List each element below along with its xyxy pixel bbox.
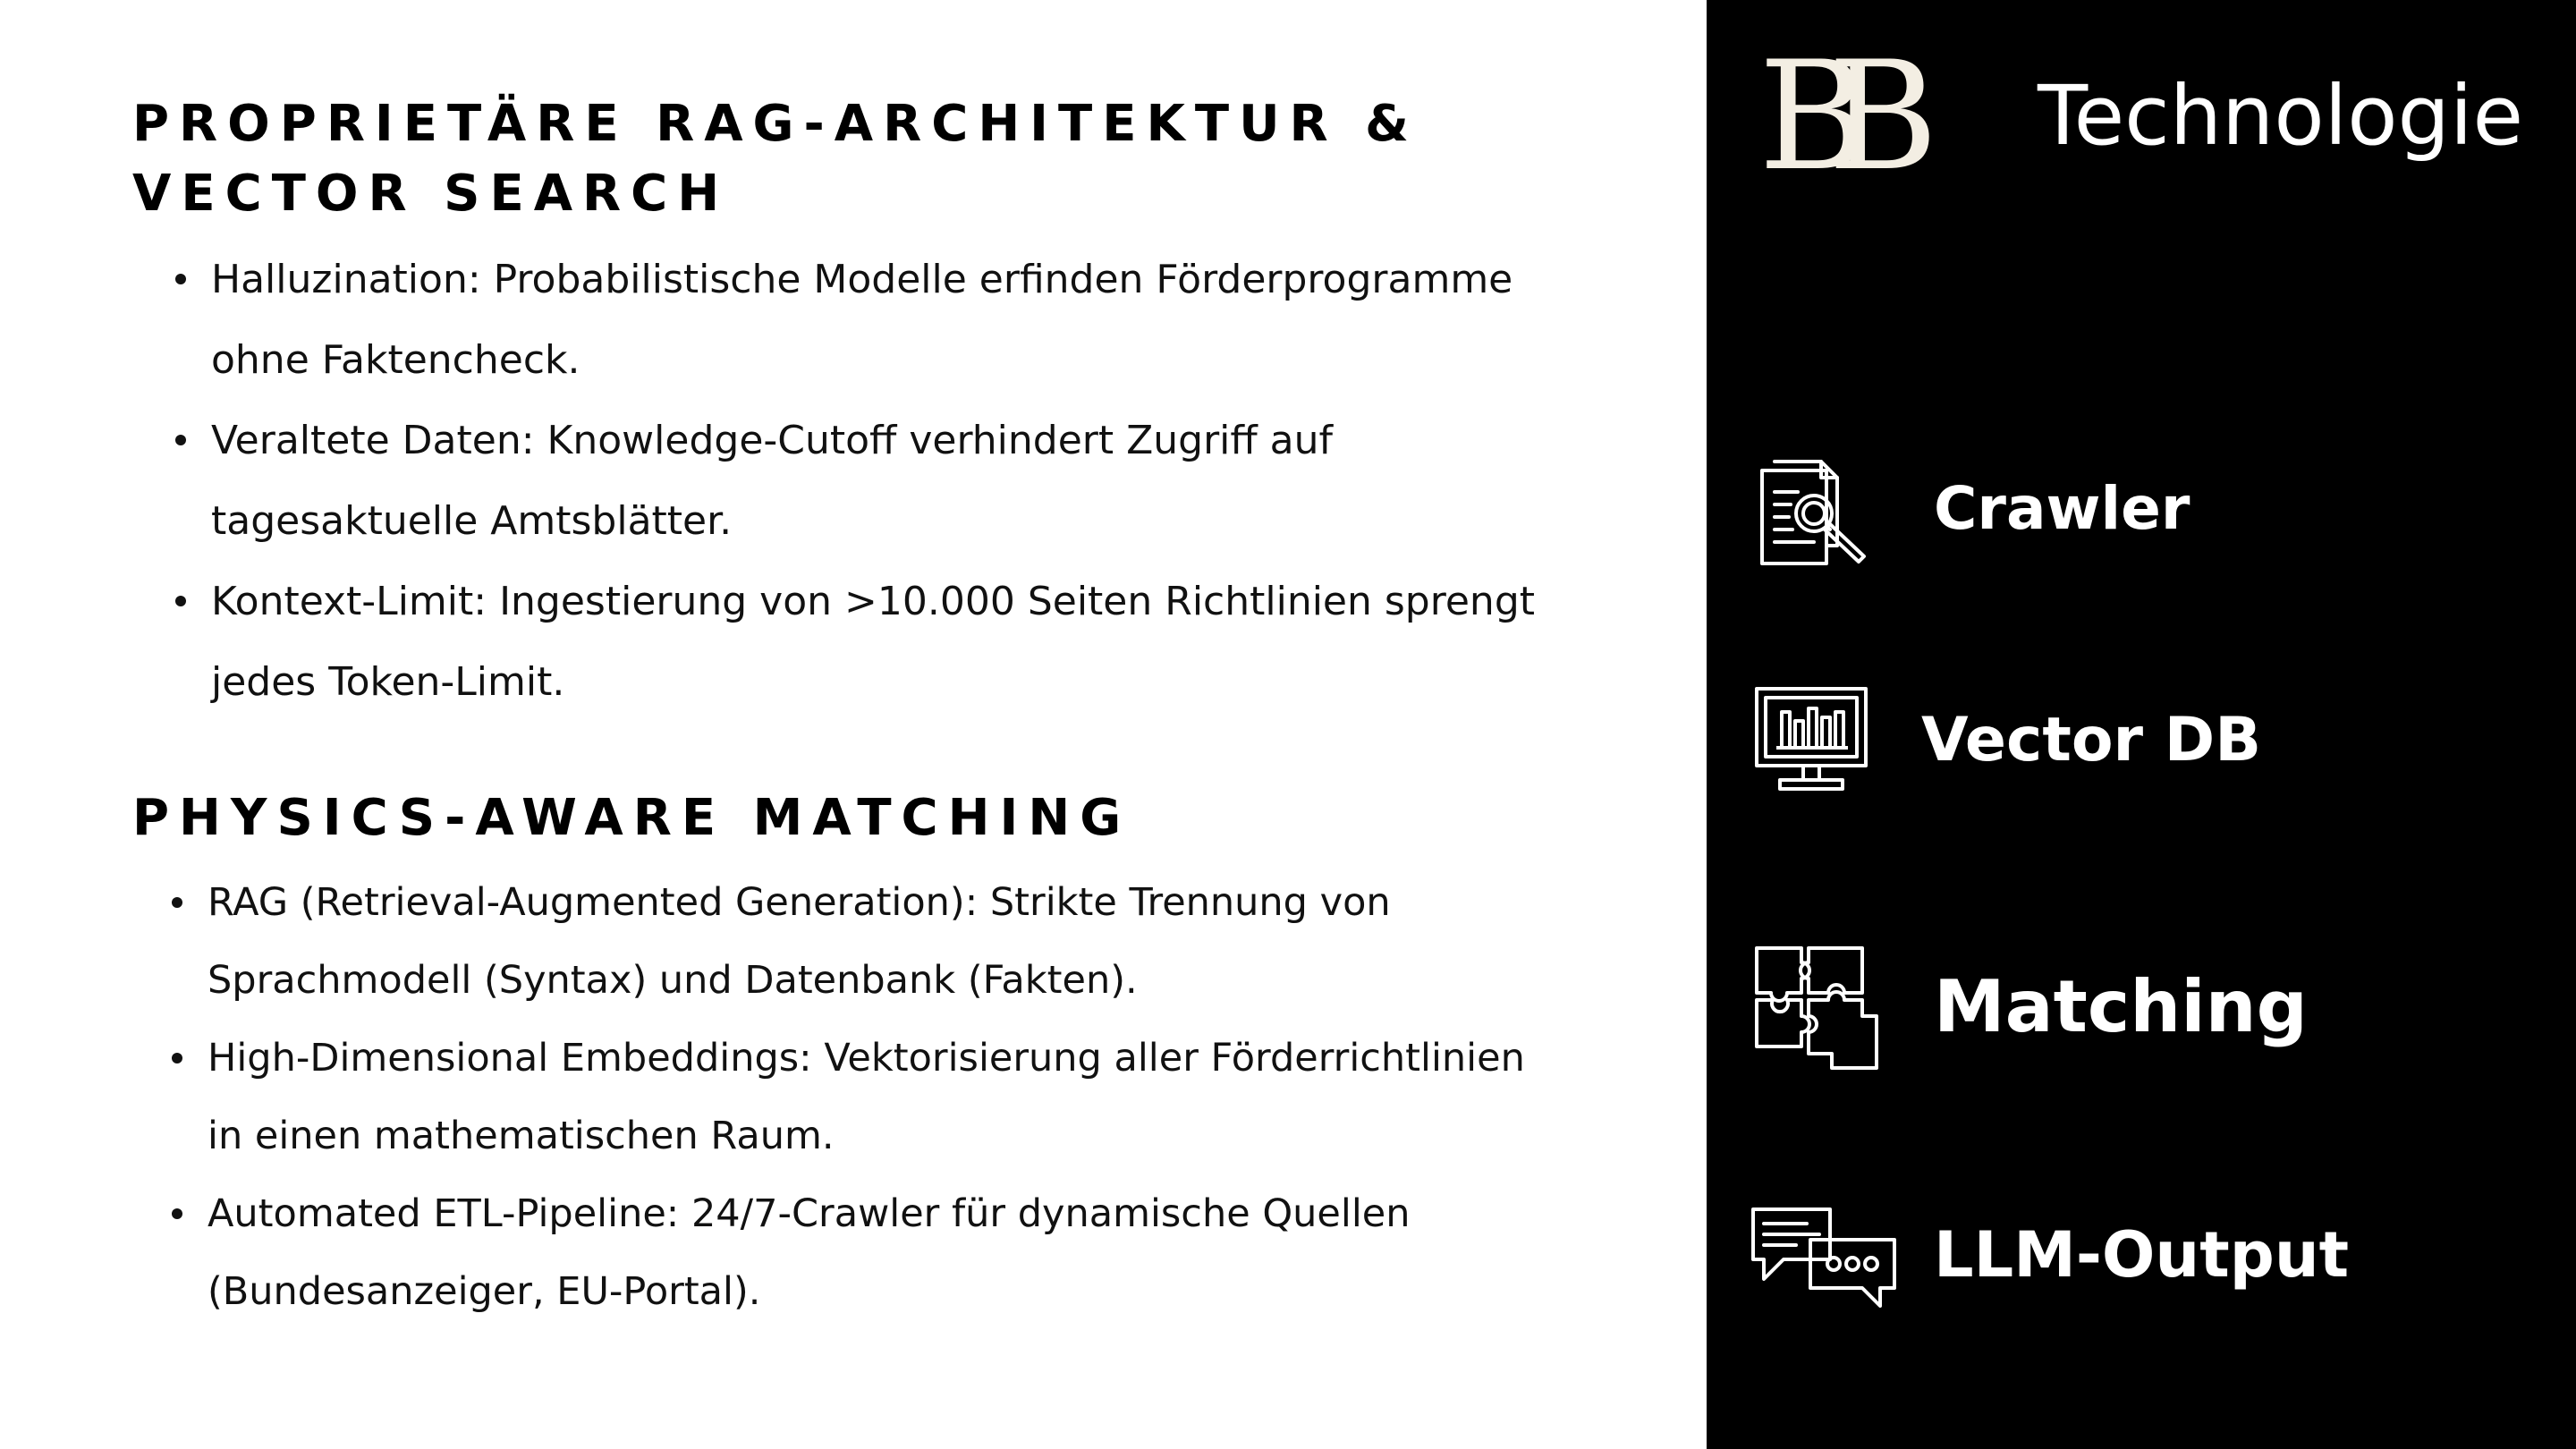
tech-label-matching: Matching [1934,965,2308,1048]
bullet-list-problems [211,240,1535,723]
section-heading-rag: PROPRIETÄRE RAG-ARCHITEKTUR & VECTOR SEARCH [132,95,1419,223]
bullet-item: Veraltete Daten: Knowledge-Cutoff verhindert Zugriff auf tagesaktuelle Amtsblätter. [211,401,1535,562]
chat-bubbles-icon [1748,1204,1900,1311]
tech-label-llm-output: LLM-Output [1934,1218,2350,1292]
bullet-list-solution [208,864,1531,1331]
bb-logo: BB [1758,29,1897,204]
document-search-icon [1755,456,1871,572]
tech-label-vector-db: Vector DB [1921,705,2262,775]
puzzle-icon [1751,943,1882,1073]
bullet-item: Automated ETL-Pipeline: 24/7-Crawler für dynamische Quellen (Bundesanzeiger, EU-Portal). [208,1175,1531,1331]
bullet-item: Halluzination: Probabilistische Modelle erfinden Förderprogramme ohne Faktencheck. [211,240,1535,401]
bullet-item: Kontext-Limit: Ingestierung von >10.000 Seiten Richtlinien sprengt jedes Token-Limit. [211,562,1535,723]
section-heading-matching: PHYSICS-AWARE MATCHING [132,789,1131,847]
sidebar-title: Technologie [2038,68,2524,164]
bullet-item: RAG (Retrieval-Augmented Generation): Strikte Trennung von Sprachmodell (Syntax) und Datenbank (Fakten). [208,864,1531,1020]
tech-label-crawler: Crawler [1934,474,2190,543]
bullet-item: High-Dimensional Embeddings: Vektorisierung aller Förderrichtlinien in einen mathematischen Raum. [208,1020,1531,1175]
monitor-chart-icon [1753,685,1869,801]
